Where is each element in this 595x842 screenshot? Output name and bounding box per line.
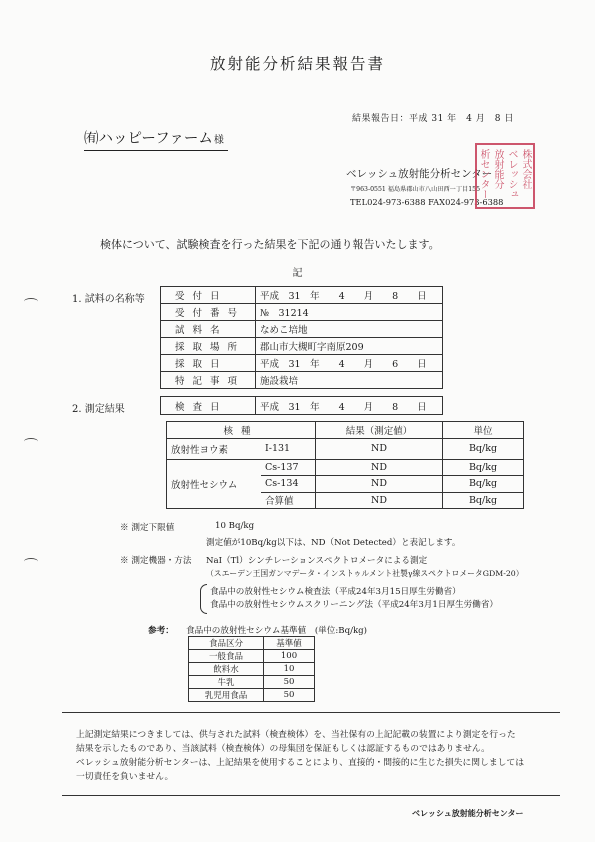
disclaimer-line: ベレッシュ放射能分析センターは、上記結果を使用することにより、直接的・間接的に生じた損失に関しましては — [76, 758, 525, 768]
equip-label: ※ 測定機器・方法 — [120, 556, 192, 566]
result-cs137: ND — [316, 459, 443, 476]
table-row — [189, 637, 315, 650]
ki-label: 記 — [292, 268, 303, 279]
method-brace — [200, 584, 207, 614]
org-address: 〒963-0551 福島県郡山市八山田西一丁目155 — [350, 186, 481, 193]
ref-limit: 100 — [264, 650, 315, 663]
margin-mark — [24, 438, 38, 445]
limit-value: 10 Bq/kg — [215, 521, 255, 531]
header-result: 結果（測定値） — [316, 422, 443, 439]
document-title: 放射能分析結果報告書 — [209, 55, 385, 73]
table-row — [161, 397, 443, 415]
nuclide-i131: I-131 — [261, 438, 316, 459]
disclaimer-line: 結果を示したものであり、当該試料（検査検体）の母集団を保証もしくは認証するものではありません。 — [76, 744, 490, 754]
ref-limit: 50 — [264, 676, 315, 689]
margin-mark — [24, 558, 38, 565]
group-cesium: 放射性セシウム — [167, 459, 262, 509]
intro-text: 検体について、試験検査を行った結果を下記の通り報告いたします。 — [100, 238, 440, 251]
limit-text: 測定値が10Bq/kg以下は、ND（Not Detected）と表記します。 — [206, 538, 461, 548]
ref-category: 飲料水 — [189, 663, 264, 676]
table-row — [161, 355, 443, 372]
seal-text: 株式会社 — [520, 149, 531, 189]
seal-text: 析センター — [478, 149, 489, 199]
table-row — [161, 304, 443, 321]
ref-header-limit: 基準値 — [264, 637, 315, 650]
cell-label: 試料名 — [161, 321, 256, 338]
limit-label: ※ 測定下限値 — [120, 523, 175, 533]
result-cs134: ND — [316, 476, 443, 493]
header-nuclide: 核種 — [167, 422, 316, 439]
unit-cs134: Bq/kg — [443, 476, 524, 493]
footer-org: ベレッシュ放射能分析センター — [412, 809, 524, 818]
cell-label: 特記事項 — [161, 372, 256, 389]
method-1: 食品中の放射性セシウム検査法（平成24年3月15日厚生労働省） — [210, 587, 461, 597]
table-row — [167, 459, 524, 476]
ref-limit: 10 — [264, 663, 315, 676]
reference-label: 参考： — [148, 626, 174, 636]
method-2: 食品中の放射性セシウムスクリーニング法（平成24年3月1日厚生労働省） — [210, 600, 499, 610]
result-total: ND — [316, 492, 443, 509]
header-unit: 単位 — [443, 422, 524, 439]
nuclide-total: 合算値 — [261, 492, 316, 509]
table-row — [167, 422, 524, 439]
margin-mark — [24, 298, 38, 305]
cell-value: 平成 31 年 4 月 8 日 — [256, 287, 443, 304]
cell-value: 平成 31 年 4 月 6 日 — [256, 355, 443, 372]
section1-heading: 1. 試料の名称等 — [72, 294, 145, 305]
results-table — [166, 421, 524, 509]
result-i131: ND — [316, 438, 443, 459]
table-row — [161, 321, 443, 338]
org-name: ベレッシュ放射能分析センター — [346, 168, 493, 180]
cell-value: № 31214 — [256, 304, 443, 321]
nuclide-cs137: Cs-137 — [261, 459, 316, 476]
ref-limit: 50 — [264, 689, 315, 702]
reference-title: 食品中の放射性セシウム基準値 (単位:Bq/kg) — [186, 626, 368, 636]
table-row — [189, 650, 315, 663]
cell-value: 施設栽培 — [256, 372, 443, 389]
report-date: 結果報告日：平成 31 年 4 月 8 日 — [352, 114, 514, 124]
unit-total: Bq/kg — [443, 492, 524, 509]
cell-value: なめこ培地 — [256, 321, 443, 338]
inspection-date-table — [160, 396, 443, 415]
org-tel: TEL024-973-6388 FAX024-973-6388 — [350, 197, 504, 207]
cell-value: 郡山市大槻町字南原209 — [256, 338, 443, 355]
ref-category: 牛乳 — [189, 676, 264, 689]
nuclide-cs134: Cs-134 — [261, 476, 316, 493]
cell-label: 検査日 — [161, 397, 256, 415]
table-row — [167, 438, 524, 459]
unit-cs137: Bq/kg — [443, 459, 524, 476]
equip-line1: NaI（Tl）シンチレーションスペクトロメータによる測定 — [206, 556, 428, 566]
group-iodine: 放射性ヨウ素 — [167, 438, 262, 459]
table-row — [189, 676, 315, 689]
ref-category: 乳児用食品 — [189, 689, 264, 702]
disclaimer-box — [62, 712, 560, 796]
client-suffix: 様 — [213, 135, 224, 146]
reference-table — [188, 636, 315, 702]
table-row — [189, 689, 315, 702]
table-row — [161, 287, 443, 304]
cell-label: 採取場所 — [161, 338, 256, 355]
sample-info-table — [160, 286, 443, 389]
disclaimer-line: 上記測定結果につきましては、供与された試料（検査検体）を、当社保有の上記記載の装置により測定を行った — [76, 730, 516, 740]
seal-text: ベレッシュ — [506, 149, 517, 199]
disclaimer-line: 一切責任を負いません。 — [76, 772, 174, 782]
seal-text: 放射能分 — [492, 149, 503, 189]
table-row — [161, 338, 443, 355]
cell-label: 受付番号 — [161, 304, 256, 321]
company-seal — [475, 143, 535, 209]
ref-header-category: 食品区分 — [189, 637, 264, 650]
cell-label: 受付日 — [161, 287, 256, 304]
equip-line2: （スエーデン王国ガンマデータ・インストゥルメント社製γ線スペクトロメータGDM-20） — [206, 569, 524, 578]
client-name — [84, 127, 228, 151]
table-row — [161, 372, 443, 389]
unit-i131: Bq/kg — [443, 438, 524, 459]
table-row — [189, 663, 315, 676]
ref-category: 一般食品 — [189, 650, 264, 663]
section2-heading: 2. 測定結果 — [72, 404, 125, 415]
client-name-text: ㈲ハッピーファーム — [84, 131, 213, 147]
cell-label: 採取日 — [161, 355, 256, 372]
cell-value: 平成 31 年 4 月 8 日 — [256, 397, 443, 415]
